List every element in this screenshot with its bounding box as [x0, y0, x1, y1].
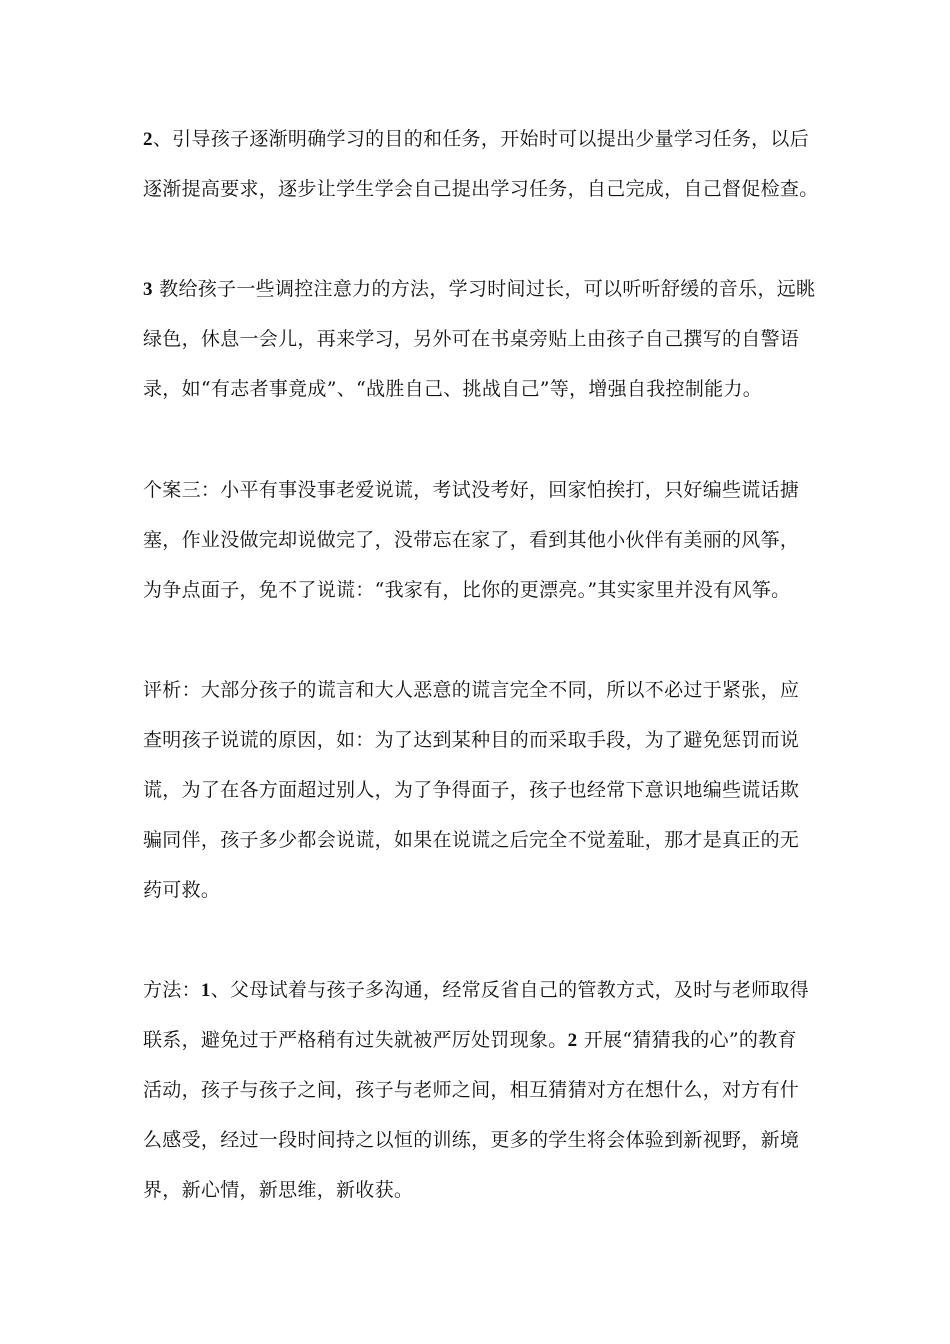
- line-text: 塞，作业没做完却说做完了，没带忘在家了，看到其他小伙伴有美丽的风筝，: [143, 529, 800, 551]
- text-line: [143, 478, 799, 502]
- text-line: [143, 1078, 799, 1102]
- text-line: [143, 528, 799, 552]
- text-line: [143, 728, 799, 752]
- line-text: 教给孩子一些调控注意力的方法，学习时间过长，可以听听舒缓的音乐，远眺: [152, 278, 816, 300]
- line-text: 、引导孩子逐渐明确学习的目的和任务，开始时可以提出少量学习任务，以后: [152, 128, 810, 150]
- line-text: 评析：大部分孩子的谎言和大人恶意的谎言完全不同，所以不必过于紧张，应: [143, 679, 800, 701]
- line-text: 查明孩子说谎的原因，如：为了达到某种目的而采取手段，为了避免惩罚而说: [143, 729, 800, 751]
- line-text: 个案三：小平有事没事老爱说谎，考试没考好，回家怕挨打，只好编些谎话搪: [143, 479, 800, 501]
- line-text: 骗同伴，孩子多少都会说谎，如果在说谎之后完全不觉羞耻，那才是真正的无: [143, 829, 800, 851]
- text-line: [143, 1178, 413, 1202]
- text-line: [143, 1128, 799, 1152]
- text-line: [143, 678, 799, 702]
- text-line: [143, 578, 790, 602]
- line-prefix: 方法：: [143, 979, 201, 1001]
- list-number: 1: [200, 980, 211, 1001]
- text-line: [143, 327, 799, 351]
- line-text: 、父母试着与孩子多沟通，经常反省自己的管教方式，及时与老师取得: [210, 979, 810, 1001]
- line-text: 界，新心情，新思维，新收获。: [143, 1179, 414, 1201]
- line-text: 联系，避免过于严格稍有过失就被严厉处罚现象。: [143, 1029, 568, 1051]
- list-number: 2: [567, 1030, 578, 1051]
- line-text: 录，如“有志者事竟成”、“战胜自己、挑战自己”等，增强自我控制能力。: [143, 378, 763, 400]
- line-text: 谎，为了在各方面超过别人，为了争得面子，孩子也经常下意识地编些谎话欺: [143, 779, 800, 801]
- text-line: [143, 978, 809, 1003]
- line-text: 么感受，经过一段时间持之以恒的训练，更多的学生将会体验到新视野，新境: [143, 1129, 800, 1151]
- text-line: [143, 778, 799, 802]
- line-text: 逐渐提高要求，逐步让学生学会自己提出学习任务，自己完成，自己督促检查。: [143, 178, 819, 200]
- text-line: [143, 177, 819, 201]
- text-line: [143, 1028, 797, 1053]
- line-text: 绿色，休息一会儿，再来学习，另外可在书桌旁贴上由孩子自己撰写的自警语: [143, 328, 800, 350]
- text-line: [143, 828, 799, 852]
- text-line: [143, 377, 762, 401]
- list-number: 3: [143, 279, 153, 300]
- line-suffix: 开展“猜猜我的心”的教育: [577, 1029, 797, 1051]
- line-text: 活动，孩子与孩子之间，孩子与老师之间，相互猜猜对方在想什么，对方有什: [143, 1079, 800, 1101]
- text-line: [143, 878, 220, 902]
- text-line: [143, 127, 809, 152]
- text-line: [143, 277, 815, 302]
- line-text: 药可救。: [143, 879, 221, 901]
- line-text: 为争点面子，免不了说谎：“我家有，比你的更漂亮。”其实家里并没有风筝。: [143, 579, 791, 601]
- list-number: 2: [143, 129, 153, 150]
